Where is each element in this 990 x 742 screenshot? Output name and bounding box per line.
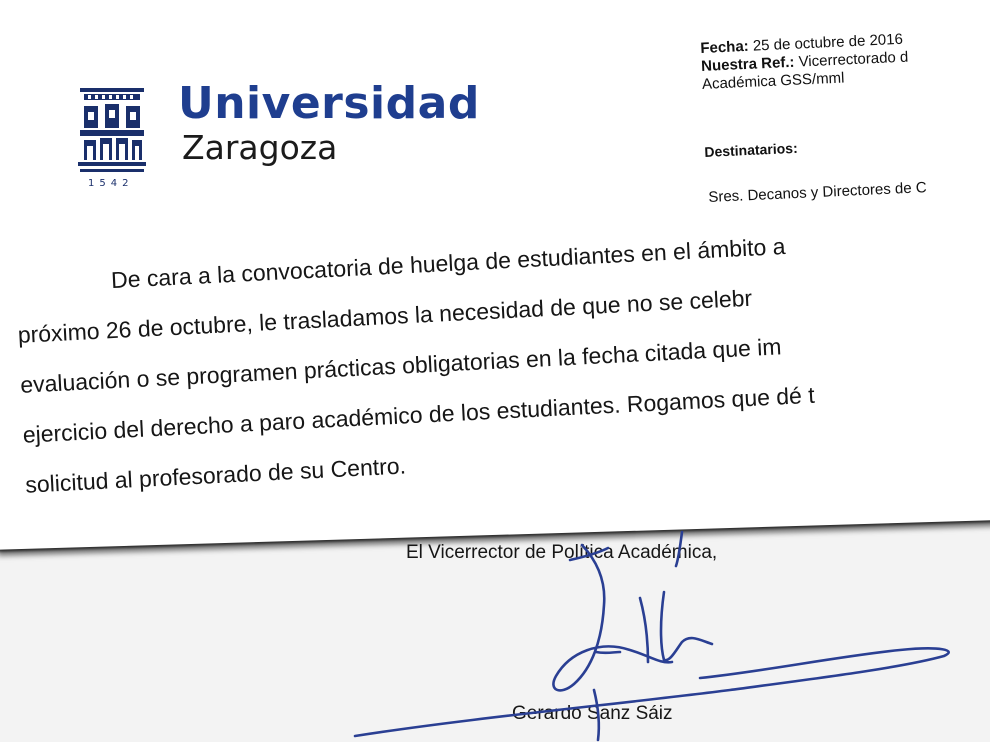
body-paragraph: [14, 220, 818, 510]
founding-year: 1542: [88, 178, 134, 189]
body-line: solicitud al profesorado de su Centro.: [24, 452, 407, 498]
signer-title: El Vicerrector de Política Académica,: [406, 542, 718, 563]
date-value: 25 de octubre de 2016: [752, 30, 904, 55]
signer-name: Gerardo Sanz Sáiz: [512, 703, 673, 724]
recipients-value: Sres. Decanos y Directores de C: [708, 179, 927, 206]
crest-icon: [78, 82, 148, 192]
body-line: evaluación o se programen prácticas obligatorias en la fecha citada que im: [19, 333, 783, 398]
body-line: próximo 26 de octubre, le trasladamos la necesidad de que no se celebr: [17, 284, 753, 348]
university-name: Universidad: [178, 78, 480, 129]
body-line: ejercicio del derecho a paro académico de los estudiantes. Rogamos que dé t: [22, 381, 816, 448]
date-label: Fecha:: [700, 37, 750, 57]
reference-label: Nuestra Ref.:: [700, 53, 795, 75]
reference-value: Vicerrectorado d: [798, 48, 909, 71]
body-line: De cara a la convocatoria de huelga de estudiantes en el ámbito a: [110, 232, 787, 294]
university-city: Zaragoza: [182, 128, 338, 167]
recipients-label: Destinatarios:: [704, 139, 798, 160]
reference-row-continued: Académica GSS/mml: [701, 69, 845, 93]
